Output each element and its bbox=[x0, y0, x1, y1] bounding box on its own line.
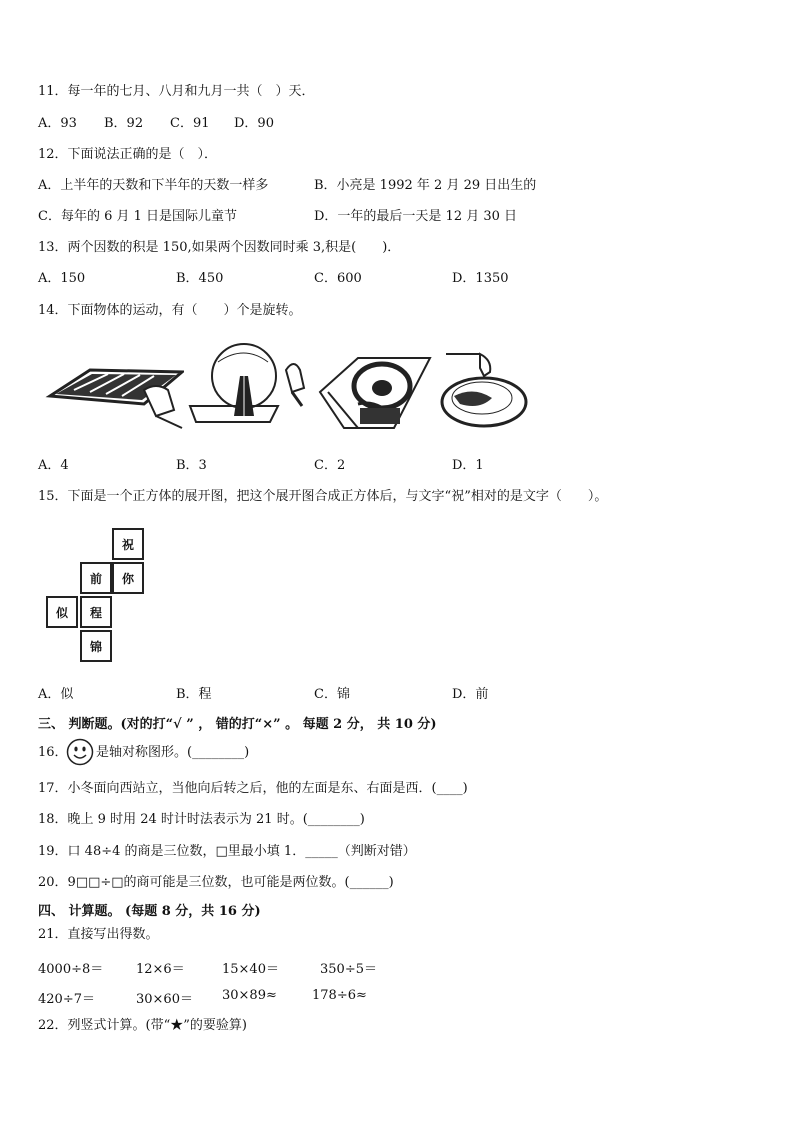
net-cell-qian: 前 bbox=[80, 562, 112, 594]
net-cell-si: 似 bbox=[46, 596, 78, 628]
cube-net bbox=[46, 528, 146, 664]
section-3-heading: 三、 判断题。(对的打“√ ” ， 错的打“×” 。 每题 2 分， 共 10 分) bbox=[38, 717, 437, 732]
spinning-top-picture bbox=[440, 350, 532, 434]
calc-item: 350÷5＝ bbox=[320, 962, 377, 977]
net-cell-jin: 锦 bbox=[80, 630, 112, 662]
q15-option-b: B．程 bbox=[176, 687, 212, 702]
net-cell-zhu: 祝 bbox=[112, 528, 144, 560]
question-13: 13．两个因数的积是 150,如果两个因数同时乘 3,积是( )． bbox=[38, 240, 401, 255]
calc-item: 12×6＝ bbox=[136, 962, 185, 977]
q12-option-c: C．每年的 6 月 1 日是国际儿童节 bbox=[38, 209, 238, 224]
calc-item: 15×40＝ bbox=[222, 962, 279, 977]
calc-item: 4000÷8＝ bbox=[38, 962, 104, 977]
question-16: 是轴对称图形。(________) bbox=[96, 745, 250, 760]
question-17: 17．小冬面向西站立，当他向后转之后，他的左面是东、右面是西．(____) bbox=[38, 781, 468, 796]
question-20: 20．9□□÷□的商可能是三位数，也可能是两位数。(______) bbox=[38, 875, 394, 890]
q12-option-b: B．小亮是 1992 年 2 月 29 日出生的 bbox=[314, 178, 537, 193]
abacus-picture bbox=[44, 360, 184, 432]
q12-option-d: D．一年的最后一天是 12 月 30 日 bbox=[314, 209, 518, 224]
question-12: 12．下面说法正确的是（ ）． bbox=[38, 147, 218, 162]
question-18: 18．晚上 9 时用 24 时计时法表示为 21 时。(________) bbox=[38, 812, 365, 827]
question-21: 21．直接写出得数。 bbox=[38, 927, 159, 942]
net-cell-cheng: 程 bbox=[80, 596, 112, 628]
question-14: 14．下面物体的运动，有（ ）个是旋转。 bbox=[38, 303, 302, 318]
calc-item: 178÷6≈ bbox=[312, 988, 367, 1003]
q14-option-a: A．4 bbox=[38, 458, 69, 473]
q11-option-a: A．93 bbox=[38, 116, 77, 131]
net-cell-ni: 你 bbox=[112, 562, 144, 594]
question-16-number: 16． bbox=[38, 745, 68, 760]
q11-option-b: B．92 bbox=[104, 116, 144, 131]
q13-option-d: D．1350 bbox=[452, 271, 509, 286]
steering-wheel-picture bbox=[318, 352, 432, 432]
question-22: 22．列竖式计算。(带“★”的要验算) bbox=[38, 1018, 247, 1033]
q15-option-d: D．前 bbox=[452, 687, 489, 702]
q15-option-a: A．似 bbox=[38, 687, 74, 702]
q11-option-c: C．91 bbox=[170, 116, 210, 131]
q13-option-a: A．150 bbox=[38, 271, 86, 286]
q14-option-b: B．3 bbox=[176, 458, 207, 473]
question-15: 15．下面是一个正方体的展开图，把这个展开图合成正方体后，与文字“祝”相对的是文字（ ）。 bbox=[38, 489, 608, 504]
q13-option-b: B．450 bbox=[176, 271, 224, 286]
globe-picture bbox=[188, 340, 318, 432]
section-4-heading: 四、 计算题。 (每题 8 分，共 16 分) bbox=[38, 904, 261, 919]
calc-item: 30×60＝ bbox=[136, 992, 193, 1007]
question-11: 11．每一年的七月、八月和九月一共（ ）天． bbox=[38, 84, 315, 99]
q14-option-c: C．2 bbox=[314, 458, 346, 473]
q15-option-c: C．锦 bbox=[314, 687, 350, 702]
q12-option-a: A．上半年的天数和下半年的天数一样多 bbox=[38, 178, 269, 193]
q11-option-d: D．90 bbox=[234, 116, 274, 131]
q14-option-d: D．1 bbox=[452, 458, 484, 473]
q13-option-c: C．600 bbox=[314, 271, 362, 286]
smiley-face-icon bbox=[66, 738, 94, 766]
calc-item: 30×89≈ bbox=[222, 988, 277, 1003]
question-19: 19．口 48÷4 的商是三位数，□里最小填 1．_____（判断对错） bbox=[38, 844, 416, 859]
calc-item: 420÷7＝ bbox=[38, 992, 95, 1007]
